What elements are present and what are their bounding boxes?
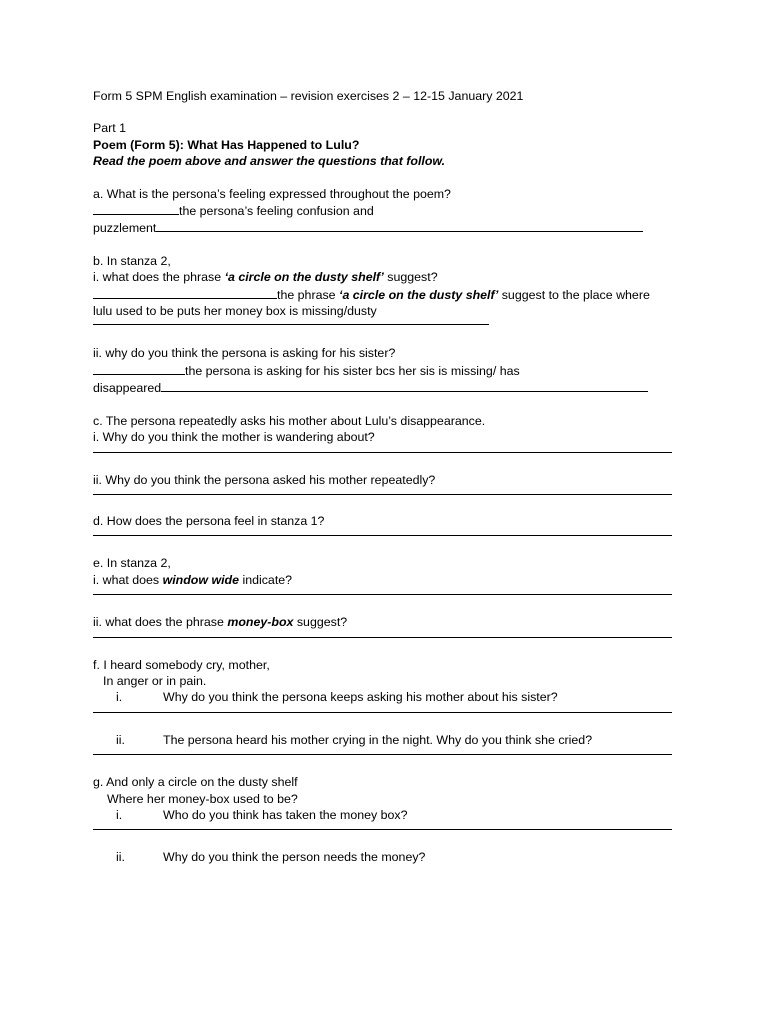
answer-b-i-line1: the phrase ‘a circle on the dusty shelf’ suggest to the place where <box>93 286 683 303</box>
instruction: Read the poem above and answer the questions that follow. <box>93 154 446 169</box>
answer-a-line2: puzzlement <box>93 219 683 236</box>
question-b-i: i. what does the phrase ‘a circle on the dusty shelf’ suggest? <box>93 270 438 285</box>
question-d: d. How does the persona feel in stanza 1? <box>93 513 325 528</box>
answer-b-ii-line1: the persona is asking for his sister bcs her sis is missing/ has <box>93 362 683 379</box>
answer-blank <box>93 202 179 215</box>
document-header: Form 5 SPM English examination – revision exercises 2 – 12-15 January 2021 <box>93 89 524 103</box>
answer-blank <box>93 286 277 299</box>
question-e-intro: e. In stanza 2, <box>93 556 171 571</box>
question-g-quote1: g. And only a circle on the dusty shelf <box>93 775 298 790</box>
answer-b-i-line2: lulu used to be puts her money box is missing/dusty <box>93 304 377 319</box>
question-e-i: i. what does window wide indicate? <box>93 572 293 587</box>
question-e-ii: ii. what does the phrase money-box suggest? <box>93 615 348 630</box>
poem-title: Poem (Form 5): What Has Happened to Lulu? <box>93 137 360 152</box>
question-f-quote1: f. I heard somebody cry, mother, <box>93 657 270 672</box>
question-c-i: i. Why do you think the mother is wandering about? <box>93 430 375 445</box>
answer-blank <box>161 379 648 392</box>
worksheet <box>93 88 683 866</box>
question-g-i: i. Who do you think has taken the money box? <box>116 807 408 822</box>
question-a: a. What is the persona’s feeling expressed throughout the poem? <box>93 186 451 201</box>
question-f-ii: ii. The persona heard his mother crying in the night. Why do you think she cried? <box>116 732 593 747</box>
answer-b-ii-line2: disappeared <box>93 379 683 396</box>
question-c-ii: ii. Why do you think the persona asked his mother repeatedly? <box>93 472 436 487</box>
question-g-quote2: Where her money-box used to be? <box>107 791 298 806</box>
answer-a-line1: the persona’s feeling confusion and <box>93 202 683 219</box>
question-c-intro: c. The persona repeatedly asks his mother about Lulu’s disappearance. <box>93 413 486 428</box>
question-f-quote2: In anger or in pain. <box>103 673 207 688</box>
answer-blank <box>156 219 643 232</box>
question-g-ii: ii. Why do you think the person needs the money? <box>116 850 426 865</box>
question-b-ii: ii. why do you think the persona is asking for his sister? <box>93 346 396 361</box>
part-label: Part 1 <box>93 121 127 136</box>
answer-blank <box>93 362 185 375</box>
question-b-intro: b. In stanza 2, <box>93 253 171 268</box>
question-f-i: i. Why do you think the persona keeps asking his mother about his sister? <box>116 690 558 705</box>
